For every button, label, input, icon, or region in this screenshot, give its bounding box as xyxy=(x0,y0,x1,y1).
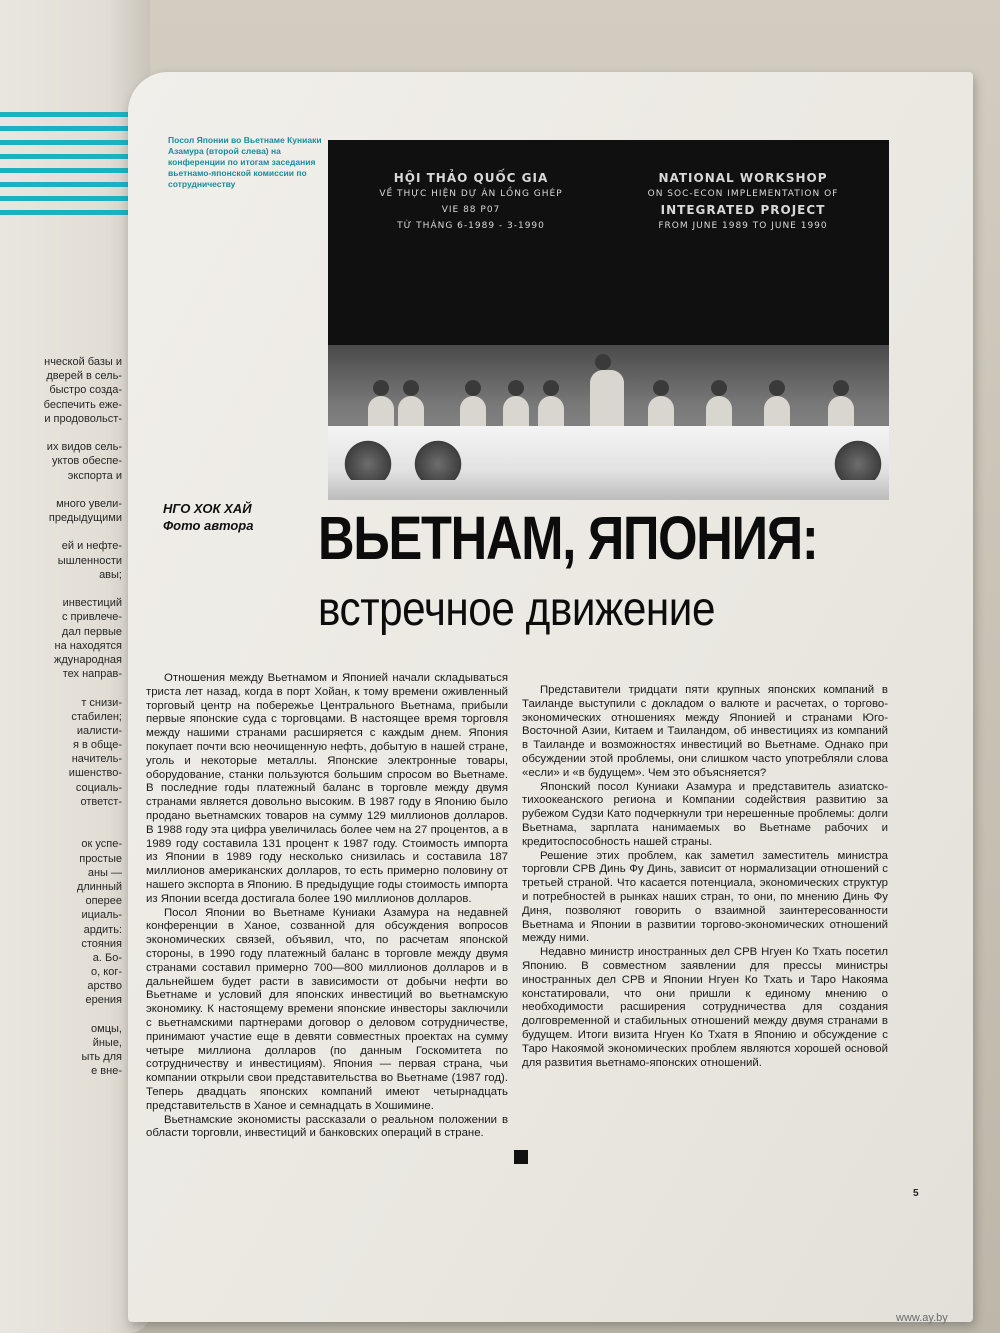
article-subheadline: встречное движение xyxy=(318,583,715,636)
flower-arrangement xyxy=(828,440,888,480)
author-name: НГО ХОК ХАЙ xyxy=(163,501,252,516)
person xyxy=(368,396,394,430)
left-page-line: йные, xyxy=(92,1037,122,1049)
left-page-line: быстро созда- xyxy=(49,384,122,397)
left-page-line xyxy=(0,1008,122,1022)
left-page-line: т снизи- xyxy=(81,696,122,709)
article-column-1 xyxy=(146,672,508,1141)
speaker-person xyxy=(590,370,624,430)
photo-credit: Фото автора xyxy=(163,518,254,533)
left-page-line: авы; xyxy=(99,568,122,581)
banner-line: VIE 88 P07 xyxy=(441,205,501,215)
paragraph: Представители тридцати пяти крупных японских компаний в Таиланде выступили с докладом о валюте и расчетах, о торгово-экономических отношениях между Японией и странами Юго-Восточной Азии, Китаем и Таиландом, об инвестициях из компаний в Таиланде и возможностях инвестиций во Вьетнаме. Однако при обсуждении этой проблемы, они слишком часто употребляли слова «если» и «в будущем». Чем это объясняется? xyxy=(522,684,888,779)
teal-stripe xyxy=(0,168,140,173)
left-page-line: арство xyxy=(87,980,122,993)
stage-area xyxy=(328,345,889,500)
person xyxy=(538,396,564,430)
person xyxy=(398,396,424,430)
left-page-line: много увели- xyxy=(56,497,122,510)
flower-arrangement xyxy=(408,440,468,480)
left-page-line: е вне- xyxy=(91,1065,122,1078)
banner-line: NATIONAL WORKSHOP xyxy=(658,171,828,185)
teal-stripe xyxy=(0,112,140,117)
banner-english xyxy=(618,170,868,234)
left-page-line: ардить: xyxy=(83,923,122,936)
banner-line: INTEGRATED PROJECT xyxy=(660,203,826,217)
left-page-line: длинный xyxy=(76,880,122,893)
left-page-line: инвестиций xyxy=(62,597,122,610)
left-page-line: ишенство- xyxy=(68,767,122,780)
left-page-line: ициаль- xyxy=(81,909,122,922)
left-page-line: с привлече- xyxy=(61,611,122,624)
left-page-line: иалисти- xyxy=(76,724,122,737)
left-page-line: аны — xyxy=(87,866,122,879)
left-page-line: ышленности xyxy=(57,554,122,567)
article-headline: ВЬЕТНАМ, ЯПОНИЯ: xyxy=(318,504,818,572)
left-page-line xyxy=(0,809,122,823)
page-number: 5 xyxy=(913,1188,919,1199)
left-page-line xyxy=(0,823,122,837)
photo-caption: Посол Японии во Вьетнаме Куниаки Азамура (второй слева) на конференции по итогам заседания вьетнамо-японской комиссии по сотрудничеству xyxy=(168,135,322,189)
left-page-line: нческой базы и xyxy=(44,356,122,368)
paragraph: Японский посол Куниаки Азамура и представитель азиатско-тихоокеанского региона и Компании содействия развитию за рубежом Судзи Като подчеркнули три нерешенные проблемы: долги Вьетнама, зарплата нанимаемых во Вьетнаме рабочих и кредитоспособность нашей страны. xyxy=(522,780,888,848)
left-page-line: начитель- xyxy=(71,753,122,766)
banner-vietnamese xyxy=(346,170,596,234)
left-page-line xyxy=(0,582,122,596)
left-page-line: ждународная xyxy=(53,653,122,666)
flower-arrangement xyxy=(338,440,398,480)
left-page-line: на находятся xyxy=(54,639,122,652)
left-page-line: социаль- xyxy=(75,781,122,794)
paragraph: Решение этих проблем, как заметил заместитель министра торговли СРВ Динь Фу Динь, зависит от нормализации отношений с третьей страной. Что касается потенциала, экономических структур и потребностей в рынках наших стран, то они, по мнению Динь Фу Диня, позволяют говорить о взаимной заинтересованности Вьетнама и Японии в развитии торгово-экономических отношений между ними. xyxy=(522,849,888,945)
left-page-line: омцы, xyxy=(91,1022,122,1035)
left-page-line: беспечить еже- xyxy=(43,398,122,411)
left-page-line: и продовольст- xyxy=(44,412,122,425)
left-page-line: простые xyxy=(79,852,122,865)
left-page-line: ыть для xyxy=(81,1051,122,1064)
conference-photo xyxy=(328,140,889,500)
left-page-line: предыдущими xyxy=(48,512,122,525)
banner-line: VỀ THỰC HIỆN DỰ ÁN LỒNG GHÉP xyxy=(379,189,563,199)
left-page-line: тех направ- xyxy=(62,668,122,681)
paragraph: Недавно министр иностранных дел СРВ Нгуен Ко Тхать посетил Японию. В совместном заявлении для прессы министры иностранных дел СРВ и Японии Нгуен Ко Тхать и Таро Накояма констатировали, что они пришли к единому мнению о необходимости расширения сотрудничества для создания долговременной и стабильных отношений между двумя странами в будущем. Итоги визита Нгуен Ко Тхатя в Японию и обсуждение с Таро Накоямой экономических проблем являются хорошей основой для развития вьетнамо-японских отношений. xyxy=(522,946,888,1069)
end-of-article-mark xyxy=(514,1150,528,1164)
teal-stripe xyxy=(0,182,140,187)
banner-line: FROM JUNE 1989 TO JUNE 1990 xyxy=(658,221,828,231)
person xyxy=(706,396,732,430)
teal-stripe xyxy=(0,210,140,215)
banner-line: HỘI THẢO QUỐC GIA xyxy=(393,171,549,185)
left-page-line: дал первые xyxy=(61,625,122,638)
left-page-line: экспорта и xyxy=(67,469,122,482)
left-page-line: а. Бо- xyxy=(92,951,122,964)
left-page-line: дверей в сель- xyxy=(46,370,122,383)
article-column-2 xyxy=(522,684,888,1070)
banner-line: TỪ THÁNG 6-1989 - 3-1990 xyxy=(397,221,545,231)
teal-stripe xyxy=(0,196,140,201)
teal-stripe xyxy=(0,154,140,159)
left-page-line xyxy=(0,681,122,695)
left-page-line: уктов обеспе- xyxy=(51,455,122,468)
paragraph: Вьетнамские экономисты рассказали о реальном положении в области торговли, инвестиций и банковских операций в стране. xyxy=(146,1113,508,1140)
person xyxy=(828,396,854,430)
paragraph: Посол Японии во Вьетнаме Куниаки Азамура на недавней конференции в Ханое, созванной для обсуждения вопросов экономических связей, объявил, что, по расчетам японской стороны, в 1990 году платежный баланс в торговле между двумя странами составил примерно 700—800 миллионов долларов и в дальнейшем будет расти в зависимости от добычи нефти во Вьетнаме и условий для японских инвестиций во вьетнамскую экономику. К настоящему времени японские инвесторы заключили с вьетнамскими партнерами договор о деловом сотрудничестве, принимают участие еще в девяти совместных проектах на сумму четыре миллиона долларов (по данным Госкомитета по сотрудничеству и инвестициям). Япония — первая страна, чьи компании открыли свои представительства во Вьетнаме (1987 год). Теперь двадцать японских компаний имеют четырнадцать представительств в Ханое и семнадцать в Хошимине. xyxy=(146,906,508,1112)
left-page-line: стояния xyxy=(81,937,122,950)
person xyxy=(764,396,790,430)
banner-line: ON SOC-ECON IMPLEMENTATION OF xyxy=(647,189,839,199)
left-page-line: я в обще- xyxy=(72,739,122,752)
left-page-line: ей и нефте- xyxy=(61,540,122,553)
left-page-line xyxy=(0,525,122,539)
teal-stripe xyxy=(0,140,140,145)
left-page-line: ерения xyxy=(85,994,122,1007)
left-page-line: стабилен; xyxy=(71,710,122,723)
person xyxy=(648,396,674,430)
left-page-line: о, ког- xyxy=(91,966,122,979)
left-page-line: оперее xyxy=(85,895,122,908)
left-page-line xyxy=(0,483,122,497)
person xyxy=(503,396,529,430)
teal-stripe xyxy=(0,126,140,131)
left-page-line: их видов сель- xyxy=(46,441,122,454)
left-page-line: ок успе- xyxy=(81,838,122,851)
byline xyxy=(163,500,253,534)
left-page-line: ответст- xyxy=(80,795,122,808)
left-page-text xyxy=(0,355,122,1079)
person xyxy=(460,396,486,430)
watermark: www.ay.by xyxy=(896,1312,948,1324)
paragraph: Отношения между Вьетнамом и Японией начали складываться триста лет назад, когда в порт Хойан, к тому времени оживленный торговый центр на побережье Центрального Вьетнама, прибыли первые японские суда с торговцами. В настоящее время торговля между нашими странами расширяется с каждым днем. Япония покупает почти всю неочищенную нефть, добытую в нашей стране, уголь и некоторые металлы. Японские электронные товары, оборудование, станки пользуются большим спросом во Вьетнаме. В последние годы платежный баланс в торговле между двумя странами является довольно высоким. В 1987 году в Японию было продано вьетнамских товаров на сумму 129 миллионов долларов. В 1988 году эта цифра увеличилась более чем на 27 процентов, а в 1989 году составила 131 процент к 1987 году. Стоимость импорта из Японии в 1989 году несколько снизилась и составила 187 миллионов американских долларов, то есть примерно половину от нашего экспорта в Японию. В предыдущие годы стоимость импорта из Японии всегда достигала более 190 миллионов долларов. xyxy=(146,672,508,905)
left-page-line xyxy=(0,426,122,440)
